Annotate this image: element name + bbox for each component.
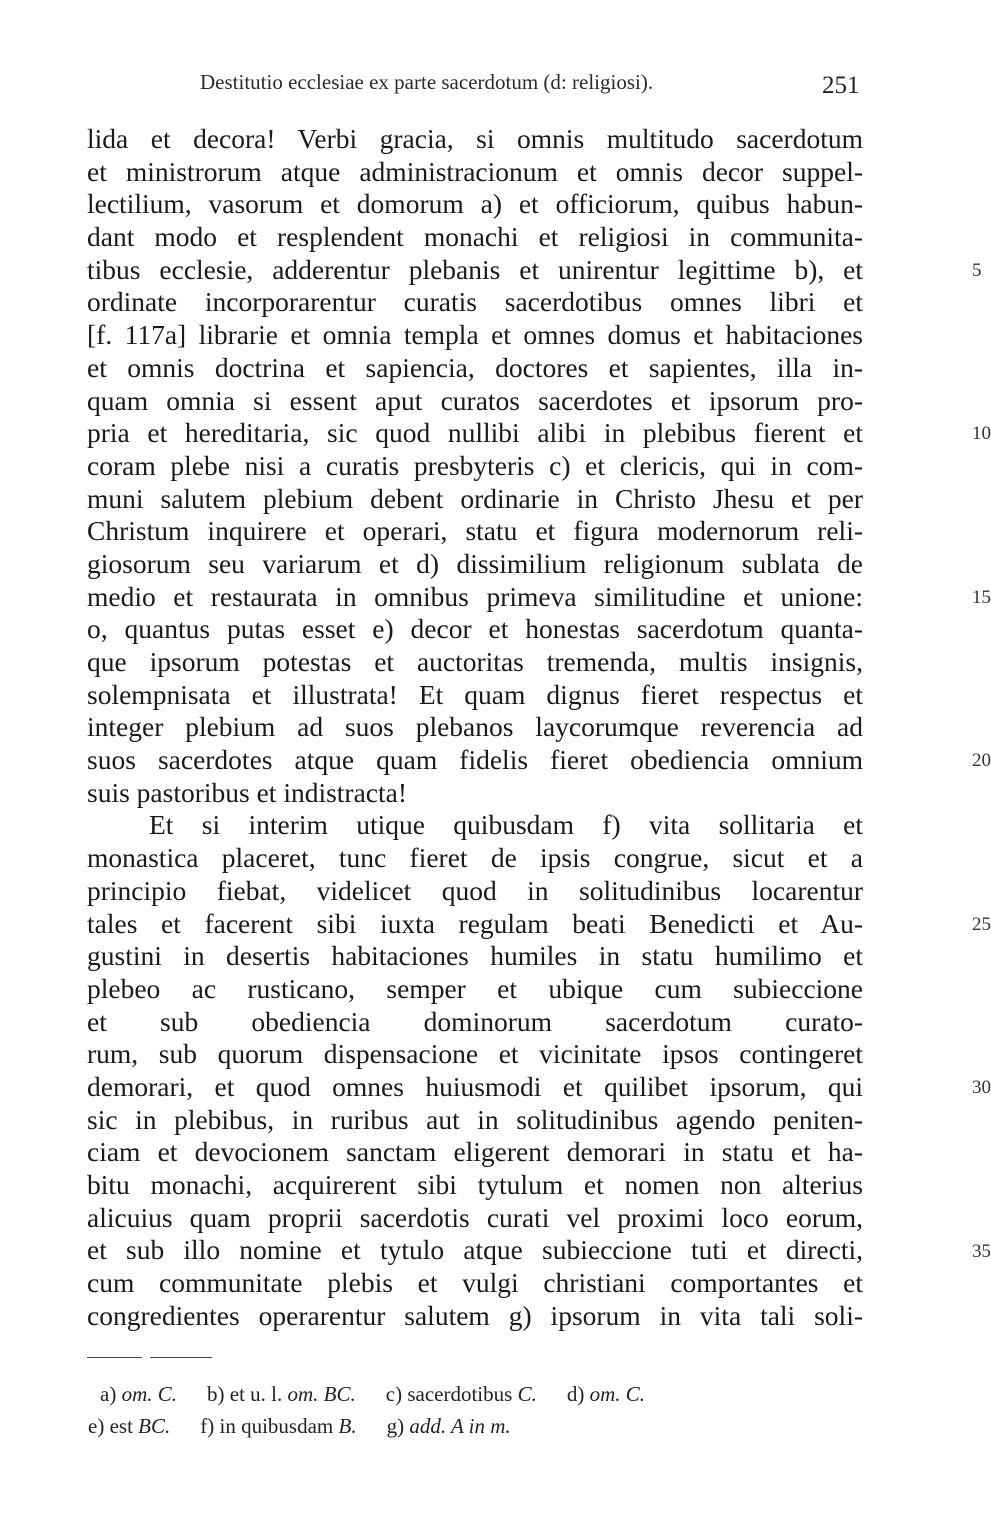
footnote-text: B. bbox=[338, 1414, 357, 1438]
text-line: tales et facerent sibi iuxta regulam beati Benedicti et Au- bbox=[87, 907, 863, 939]
footnote-mark: a) bbox=[100, 1382, 117, 1406]
footnote-text: in quibusdam bbox=[219, 1414, 339, 1438]
footnote-mark: f) bbox=[200, 1414, 215, 1438]
text-line: gustini in desertis habitaciones humiles in statu humilimo et bbox=[87, 940, 863, 972]
text-line: suis pastoribus et indistracta! bbox=[87, 776, 408, 808]
line-number: 35 bbox=[972, 1240, 991, 1262]
footnote-text: BC. bbox=[138, 1414, 171, 1438]
text-line: dant modo et resplendent monachi et religiosi in communita- bbox=[87, 221, 863, 253]
text-line: bitu monachi, acquirerent sibi tytulum et nomen non alterius bbox=[87, 1169, 863, 1200]
footnote-text: C. bbox=[517, 1382, 537, 1406]
line-number: 15 bbox=[972, 586, 991, 608]
text-line: lectilium, vasorum et domorum a) et officiorum, quibus habun- bbox=[87, 188, 863, 220]
text-line: tibus ecclesie, adderentur plebanis et unirentur legittime b), et bbox=[87, 253, 863, 285]
footnote-text: add. A in m. bbox=[409, 1414, 511, 1438]
text-line: et ministrorum atque administracionum et omnis decor suppel- bbox=[87, 155, 863, 187]
text-line: ordinate incorporarentur curatis sacerdotibus omnes libri et bbox=[87, 286, 863, 318]
line-number: 25 bbox=[972, 913, 991, 935]
footnotes bbox=[88, 1378, 880, 1442]
text-line: et sub illo nomine et tytulo atque subieccione tuti et directi, bbox=[87, 1234, 863, 1266]
text-line: et omnis doctrina et sapiencia, doctores et sapientes, illa in- bbox=[87, 351, 863, 383]
text-line: o, quantus putas esset e) decor et honestas sacerdotum quanta- bbox=[87, 613, 863, 645]
text-line: demorari, et quod omnes huiusmodi et quilibet ipsorum, qui bbox=[87, 1070, 863, 1102]
text-line: suos sacerdotes atque quam fidelis fieret obediencia omnium bbox=[87, 744, 863, 776]
text-line: [f. 117a] librarie et omnia templa et omnes domus et habitaciones bbox=[87, 319, 863, 351]
text-line: Christum inquirere et operari, statu et figura modernorum reli- bbox=[87, 515, 863, 547]
text-line: rum, sub quorum dispensacione et vicinitate ipsos contingeret bbox=[87, 1038, 863, 1070]
text-line: pria et hereditaria, sic quod nullibi alibi in plebibus fierent et bbox=[87, 417, 863, 449]
footnote bbox=[567, 1378, 645, 1410]
text-line: congredientes operarentur salutem g) ipsorum in vita tali soli- bbox=[87, 1299, 863, 1331]
text-line: alicuius quam proprii sacerdotis curati vel proximi loco eorum, bbox=[87, 1201, 863, 1233]
line-number: 20 bbox=[972, 750, 991, 772]
text-line: lida et decora! Verbi gracia, si omnis multitudo sacerdotum bbox=[87, 123, 863, 154]
footnote bbox=[88, 1410, 170, 1442]
text-line: Et si interim utique quibusdam f) vita sollitaria et bbox=[149, 809, 863, 841]
text-line: solempnisata et illustrata! Et quam dignus fieret respectus et bbox=[87, 678, 863, 710]
footnote-text: om. C. bbox=[589, 1382, 646, 1406]
footnote-text: est bbox=[109, 1414, 139, 1438]
line-number: 10 bbox=[972, 423, 991, 445]
footnote-rule bbox=[150, 1357, 212, 1358]
footnote-mark: d) bbox=[566, 1382, 585, 1406]
text-line: principio fiebat, videlicet quod in solitudinibus locarentur bbox=[87, 874, 863, 906]
footnote bbox=[386, 1378, 537, 1410]
footnote-line bbox=[88, 1410, 880, 1442]
text-line: medio et restaurata in omnibus primeva similitudine et unione: bbox=[87, 580, 863, 612]
main-text bbox=[87, 123, 991, 1332]
footnote bbox=[387, 1410, 511, 1442]
footnote-text: om. BC. bbox=[287, 1382, 356, 1406]
text-line: muni salutem plebium debent ordinarie in Christo Jhesu et per bbox=[87, 482, 863, 514]
footnote-mark: g) bbox=[386, 1414, 405, 1438]
text-line: giosorum seu variarum et d) dissimilium religionum sublata de bbox=[87, 547, 863, 579]
text-line: cum communitate plebis et vulgi christiani comportantes et bbox=[87, 1267, 863, 1299]
text-line: ciam et devocionem sanctam eligerent demorari in statu et ha- bbox=[87, 1136, 863, 1168]
footnote-mark: e) bbox=[88, 1414, 105, 1438]
text-line: que ipsorum potestas et auctoritas tremenda, multis insignis, bbox=[87, 646, 863, 677]
footnote-text: om. C. bbox=[121, 1382, 178, 1406]
footnote-rule bbox=[87, 1357, 142, 1358]
line-number: 30 bbox=[972, 1077, 991, 1099]
text-line: coram plebe nisi a curatis presbyteris c) et clericis, qui in com- bbox=[87, 449, 863, 481]
text-line: monastica placeret, tunc fieret de ipsis congrue, sicut et a bbox=[87, 842, 863, 874]
running-head: Destitutio ecclesiae ex parte sacerdotum (d: religiosi). bbox=[200, 70, 654, 94]
footnote bbox=[200, 1410, 356, 1442]
text-line: sic in plebibus, in ruribus aut in solitudinibus agendo peniten- bbox=[87, 1103, 863, 1135]
footnote-line bbox=[100, 1378, 880, 1410]
footnote-mark: c) bbox=[385, 1382, 403, 1406]
text-line: et sub obediencia dominorum sacerdotum curato- bbox=[87, 1005, 863, 1037]
text-line: quam omnia si essent aput curatos sacerdotes et ipsorum pro- bbox=[87, 384, 863, 416]
footnote-mark: b) bbox=[207, 1382, 225, 1406]
footnote-text: et u. l. bbox=[229, 1382, 288, 1406]
footnote bbox=[207, 1378, 356, 1410]
page-number: 251 bbox=[822, 72, 860, 99]
footnote-text: sacerdotibus bbox=[407, 1382, 518, 1406]
text-line: plebeo ac rusticano, semper et ubique cum subieccione bbox=[87, 972, 863, 1004]
line-number: 5 bbox=[972, 259, 982, 281]
footnote bbox=[100, 1378, 177, 1410]
text-line: integer plebium ad suos plebanos laycorumque reverencia ad bbox=[87, 711, 863, 743]
